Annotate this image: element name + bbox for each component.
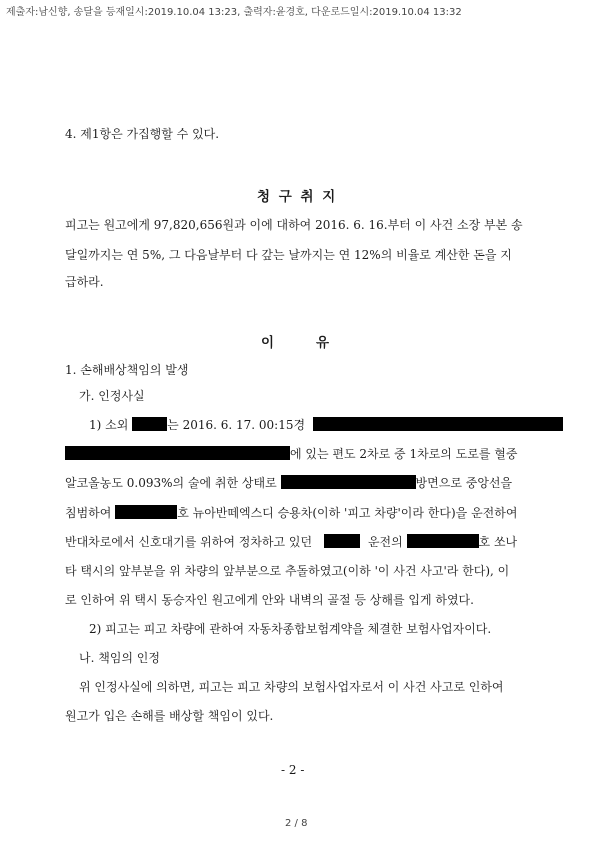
document-header: 제출자:남신향, 송달을 등재일시:2019.10.04 13:23, 출력자:윤경호, 다운로드일시:2019.10.04 13:32 <box>6 7 462 18</box>
redaction-box <box>65 446 290 460</box>
liability-line-2: 원고가 입은 손해를 배상할 책임이 있다. <box>65 709 274 723</box>
item-4: 4. 제1항은 가집행할 수 있다. <box>65 127 220 141</box>
para1-line-3 <box>65 475 512 491</box>
redaction-box <box>324 534 360 548</box>
text: 호 쏘나 <box>478 535 518 549</box>
text: 호 뉴아반떼엑스디 승용차(이하 '피고 차량'이라 한다)을 운전하여 <box>177 506 518 520</box>
text: 반대차로에서 신호대기를 위하여 정차하고 있던 <box>65 535 313 549</box>
text: 운전의 <box>367 535 403 549</box>
para2: 2) 피고는 피고 차량에 관하여 자동차종합보험계약을 체결한 보험사업자이다. <box>89 622 492 636</box>
claim-line-1: 피고는 원고에게 97,820,656원과 이에 대하여 2016. 6. 16.부터 이 사건 소장 부본 송 <box>65 218 523 232</box>
para1-line-5 <box>65 534 517 550</box>
redaction-box <box>132 417 167 431</box>
liability-line-1: 위 인정사실에 의하면, 피고는 피고 차량의 보험사업자로서 이 사건 사고로 인하여 <box>79 680 504 694</box>
redaction-box <box>281 475 416 489</box>
text: 는 2016. 6. 17. 00:15경 <box>167 418 306 432</box>
page-number: - 2 - <box>281 763 305 777</box>
para1-line-1 <box>89 417 563 433</box>
para1-line-7: 로 인하여 위 택시 동승자인 원고에게 안와 내벽의 골절 등 상해를 입게 하였다. <box>65 593 474 607</box>
para1-line-4 <box>65 505 517 521</box>
text: 에 있는 편도 2차로 중 1차로의 도로를 혈중 <box>290 447 518 461</box>
para1-line-6: 타 택시의 앞부분을 위 차량의 앞부분으로 추돌하였고(이하 '이 사건 사고'라 한다), 이 <box>65 564 510 578</box>
section-1a-heading: 가. 인정사실 <box>79 389 145 403</box>
redaction-box <box>115 505 177 519</box>
page-counter: 2 / 8 <box>285 818 308 829</box>
claim-line-3: 급하라. <box>65 275 104 289</box>
reason-title-char-2: 유 <box>316 335 332 351</box>
text: 1) 소외 <box>89 418 129 432</box>
text: 방면으로 중앙선을 <box>415 476 513 490</box>
redaction-box <box>313 417 563 431</box>
redaction-box <box>407 534 479 548</box>
text: 침범하여 <box>65 506 112 520</box>
section-1b-heading: 나. 책임의 인정 <box>79 651 160 665</box>
claim-title: 청 구 취 지 <box>257 189 338 205</box>
text: 알코올농도 0.093%의 술에 취한 상태로 <box>65 476 277 490</box>
para1-line-2 <box>65 446 517 462</box>
reason-title-char-1: 이 <box>261 335 277 351</box>
section-1-heading: 1. 손해배상책임의 발생 <box>65 363 189 377</box>
claim-line-2: 달일까지는 연 5%, 그 다음날부터 다 갚는 날까지는 연 12%의 비율로 계산한 돈을 지 <box>65 248 512 262</box>
